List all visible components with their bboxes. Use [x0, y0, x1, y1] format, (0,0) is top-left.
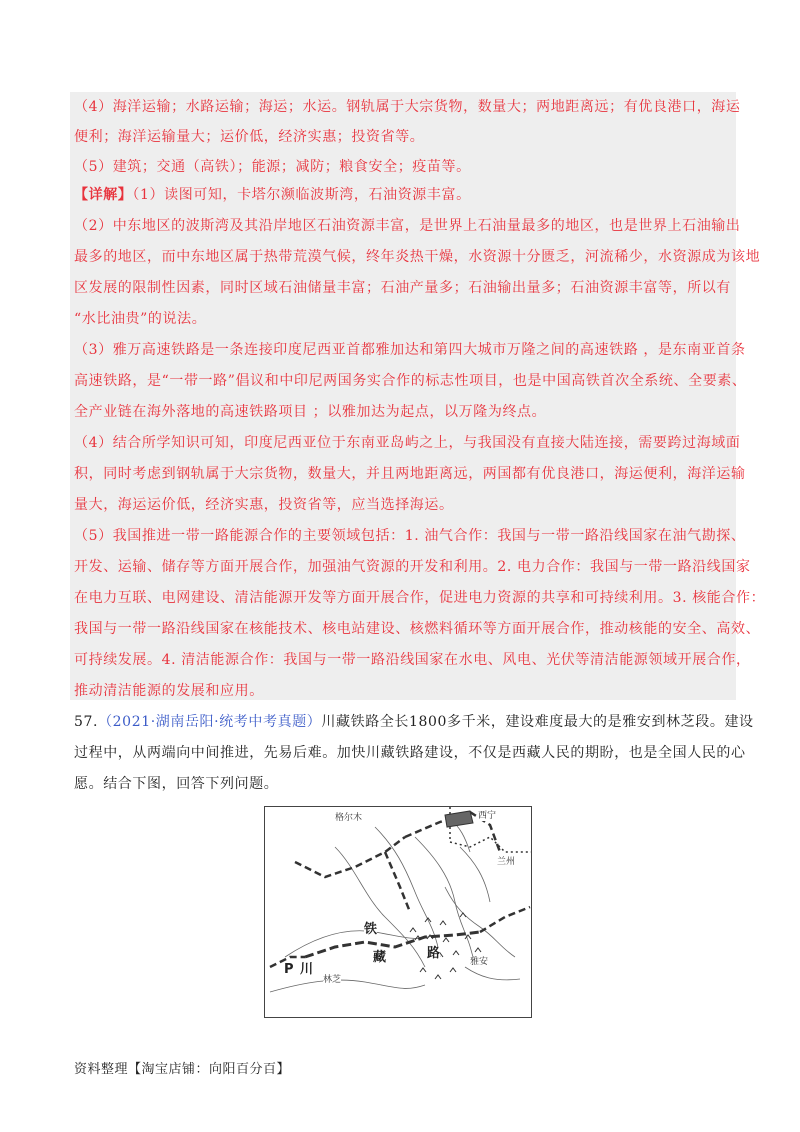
- answer-line-8: “水比油贵”的说法。: [74, 311, 207, 327]
- answer-line-3: （5）建筑；交通（高铁）；能源；减防；粮食安全；疫苗等。: [74, 159, 471, 175]
- answer-line-7: 区发展的限制性因素，同时区域石油储量丰富；石油产量多；石油输出量多；石油资源丰富等，所以有: [74, 280, 731, 296]
- label-lu: 路: [427, 946, 441, 961]
- answer-line-1: （4）海洋运输；水路运输；海运；水运。钢轨属于大宗货物，数量大；两地距离远；有优良港口，海运: [74, 99, 741, 115]
- label-linzhi: 林芝: [323, 975, 342, 985]
- answer-line-10: 高速铁路，是“一带一路”倡议和中印尼两国务实合作的标志性项目，也是中国高铁首次全系统、全要素、: [74, 373, 747, 389]
- railway-line-5: [480, 907, 530, 932]
- answer-line-2: 便利；海洋运输量大；运价低，经济实惠；投资省等。: [74, 129, 425, 145]
- footer-note: 资料整理【淘宝店铺：向阳百分百】: [74, 1062, 291, 1077]
- label-tie: 铁: [364, 922, 378, 937]
- answer-line-14: 量大，海运运价低，经济实惠，投资省等，应当选择海运。: [74, 497, 454, 513]
- sichuan-tibet-railway-map: [264, 806, 532, 1018]
- answer-line-16: 开发、运输、储存等方面开展合作，加强油气资源的开发和利用。2. 电力合作：我国与一带一路沿线国家: [74, 559, 751, 575]
- answer-line-6: 最多的地区，而中东地区属于热带荒漠气候，终年炎热干燥，水资源十分匮乏，河流稀少，水资源成为该地: [74, 249, 761, 265]
- question-number: 57.: [74, 714, 99, 730]
- question-line-2: 过程中，从两端向中间推进，先易后难。加快川藏铁路建设，不仅是西藏人民的期盼，也是全国人民的心: [74, 745, 746, 761]
- answer-line-13: 积，同时考虑到钢轨属于大宗货物，数量大，并且两地距离远，两国都有优良港口，海运便利，海洋运输: [74, 466, 746, 482]
- map-drawing: [265, 807, 531, 1017]
- answer-line-20: 推动清洁能源的发展和应用。: [74, 683, 264, 699]
- question-line-1: [74, 712, 754, 732]
- question-source: （2021·湖南岳阳·统考中考真题）: [98, 714, 322, 730]
- qinghai-lake: [445, 811, 473, 827]
- river-3: [415, 837, 475, 967]
- answer-line-11: 全产业链在海外落地的高速铁路项目 ；以雅加达为起点，以万隆为终点。: [74, 404, 547, 420]
- detail-line: [74, 185, 471, 205]
- question-line-3: 愿。结合下图，回答下列问题。: [74, 776, 279, 792]
- answer-line-15: （5）我国推进一带一路能源合作的主要领域包括：1. 油气合作：我国与一带一路沿线国家在油气勘探、: [74, 528, 746, 544]
- answer-panel: [70, 92, 736, 700]
- answer-line-12: （4）结合所学知识可知，印度尼西亚位于东南亚岛屿之上，与我国没有直接大陆连接，需要跨过海域面: [74, 435, 741, 451]
- answer-line-4: （1）读图可知，卡塔尔濒临波斯湾，石油资源丰富。: [132, 187, 471, 203]
- river-4: [460, 847, 490, 902]
- answer-line-5: （2）中东地区的波斯湾及其沿岸地区石油资源丰富，是世界上石油量最多的地区，也是世界上石油输出: [74, 218, 741, 234]
- detail-tag: 【详解】: [74, 187, 133, 203]
- question-text-1: 川藏铁路全长1800多千米，建设难度最大的是雅安到林芝段。建设: [321, 714, 754, 730]
- river-7: [270, 980, 425, 992]
- label-chuan: 川: [300, 962, 314, 977]
- label-yaan: 雅安: [470, 957, 489, 967]
- label-lanzhou: 兰州: [497, 857, 516, 867]
- answer-line-19: 可持续发展。4. 清洁能源合作：我国与一带一路沿线国家在水电、风电、光伏等清洁能源领域开展合作，: [74, 652, 751, 668]
- label-p: P: [284, 962, 294, 977]
- label-zang: 藏: [373, 950, 387, 965]
- river-1: [335, 847, 425, 967]
- label-xining: 西宁: [478, 811, 497, 821]
- mountain-symbols: [410, 913, 481, 979]
- river-6: [445, 887, 515, 957]
- answer-line-18: 我国与一带一路沿线国家在核能技术、核电站建设、核燃料循环等方面开展合作，推动核能的安全、高效、: [74, 621, 761, 637]
- answer-line-17: 在电力互联、电网建设、清洁能源开发等方面开展合作，促进电力资源的共享和可持续利用。3. 核能合作：: [74, 590, 766, 606]
- river-8: [465, 967, 520, 980]
- answer-line-9: （3）雅万高速铁路是一条连接印度尼西亚首都雅加达和第四大城市万隆之间的高速铁路 ，是东南亚首条: [74, 342, 746, 358]
- railway-line-4: [385, 852, 410, 912]
- label-geermu: 格尔木: [335, 813, 363, 823]
